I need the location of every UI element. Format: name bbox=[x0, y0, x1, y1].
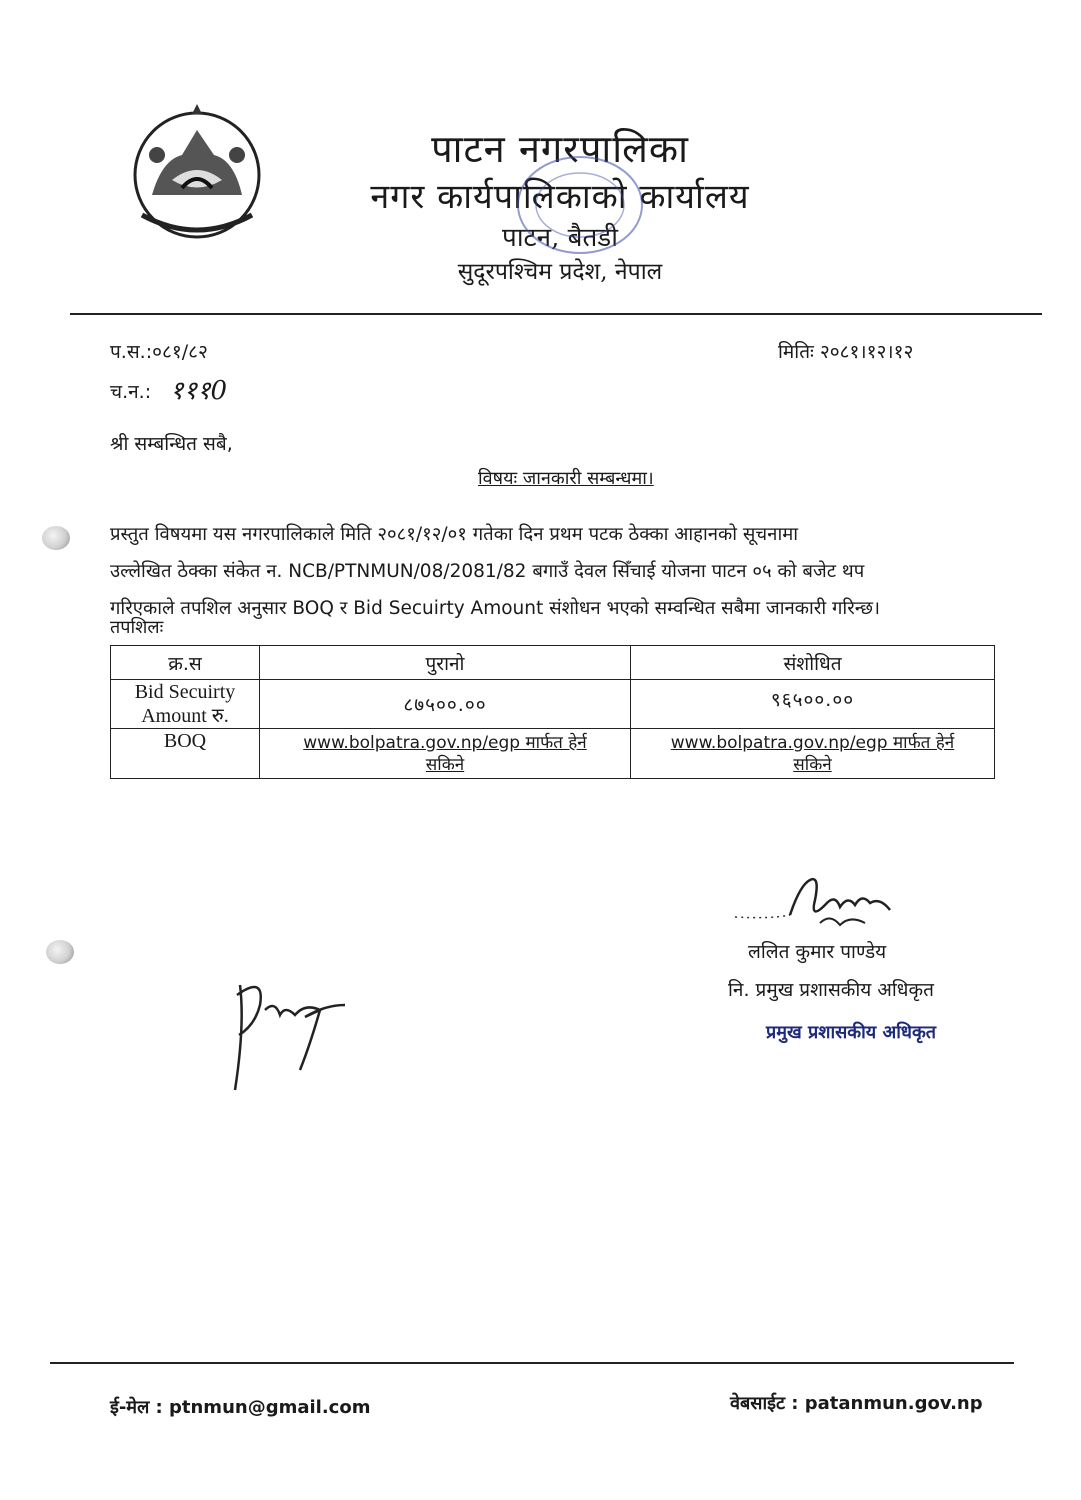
body-line: गरिएकाले तपशिल अनुसार BOQ र Bid Secuirty Amount संशोधन भएको सम्वन्धित सबैमा जानकारी गरिन्छ। bbox=[110, 598, 881, 619]
punch-hole bbox=[42, 526, 70, 550]
footer-website: वेबसाईट : patanmun.gov.np bbox=[730, 1393, 983, 1414]
office-name: पाटन नगरपालिका bbox=[431, 127, 689, 171]
table-row bbox=[111, 680, 995, 729]
table-cell-new-amount: ९६५००.०० bbox=[631, 680, 995, 729]
nepal-government-emblem-icon bbox=[122, 100, 272, 250]
reference-number: प.स.:०८१/८२ bbox=[110, 341, 208, 363]
letter-subject: विषयः जानकारी सम्बन्धमा। bbox=[478, 468, 654, 489]
body-line: प्रस्तुत विषयमा यस नगरपालिकाले मिति २०८१/१२/०१ गतेका दिन प्रथम पटक ठेक्का आहानको सूचनामा bbox=[110, 524, 799, 545]
dispatch-number: १११0 bbox=[170, 376, 228, 406]
footer-email: ई-मेल : ptnmun@gmail.com bbox=[110, 1397, 371, 1418]
punch-hole bbox=[46, 940, 74, 964]
office-location: पाटन, बैतडी bbox=[502, 223, 618, 253]
office-subtitle: नगर कार्यपालिकाको कार्यालय bbox=[370, 177, 750, 217]
office-province: सुदूरपश्चिम प्रदेश, नेपाल bbox=[457, 259, 663, 285]
table-cell-old-amount: ८७५००.०० bbox=[260, 680, 631, 729]
body-line: उल्लेखित ठेक्का संकेत न. NCB/PTNMUN/08/2081/82 बगाउँ देवल सिँचाई योजना पाटन ०५ को बजेट थप bbox=[110, 561, 865, 582]
signatory-signature-icon bbox=[730, 865, 910, 945]
office-stamp-icon bbox=[510, 150, 650, 260]
footer-divider bbox=[50, 1362, 1014, 1364]
details-table bbox=[110, 645, 995, 779]
header-divider bbox=[70, 313, 1042, 315]
table-header-cell: पुरानो bbox=[260, 646, 631, 680]
table-header-cell: संशोधित bbox=[631, 646, 995, 680]
table-cell-old-boq: www.bolpatra.gov.np/egp मार्फत हेर्न सकिने bbox=[260, 729, 631, 779]
body-paragraph bbox=[110, 516, 976, 627]
salutation: श्री सम्बन्धित सबै, bbox=[110, 433, 233, 455]
dispatch-label: च.न.: bbox=[110, 381, 152, 403]
signatory-name: ललित कुमार पाण्डेय bbox=[748, 941, 887, 963]
table-cell-new-boq: www.bolpatra.gov.np/egp मार्फत हेर्न सकिने bbox=[631, 729, 995, 779]
letter-date: मितिः २०८१।१२।१२ bbox=[778, 341, 914, 363]
table-caption: तपशिलः bbox=[110, 617, 164, 638]
table-header-cell: क्र.स bbox=[111, 646, 260, 680]
table-header-row bbox=[111, 646, 995, 680]
signatory-designation: नि. प्रमुख प्रशासकीय अधिकृत bbox=[728, 979, 934, 1001]
table-cell-label: Bid Secuirty Amount रु. bbox=[111, 680, 260, 729]
initial-signature-icon bbox=[225, 965, 355, 1100]
table-cell-label: BOQ bbox=[111, 729, 260, 779]
designation-stamp: प्रमुख प्रशासकीय अधिकृत bbox=[766, 1022, 937, 1043]
table-row bbox=[111, 729, 995, 779]
